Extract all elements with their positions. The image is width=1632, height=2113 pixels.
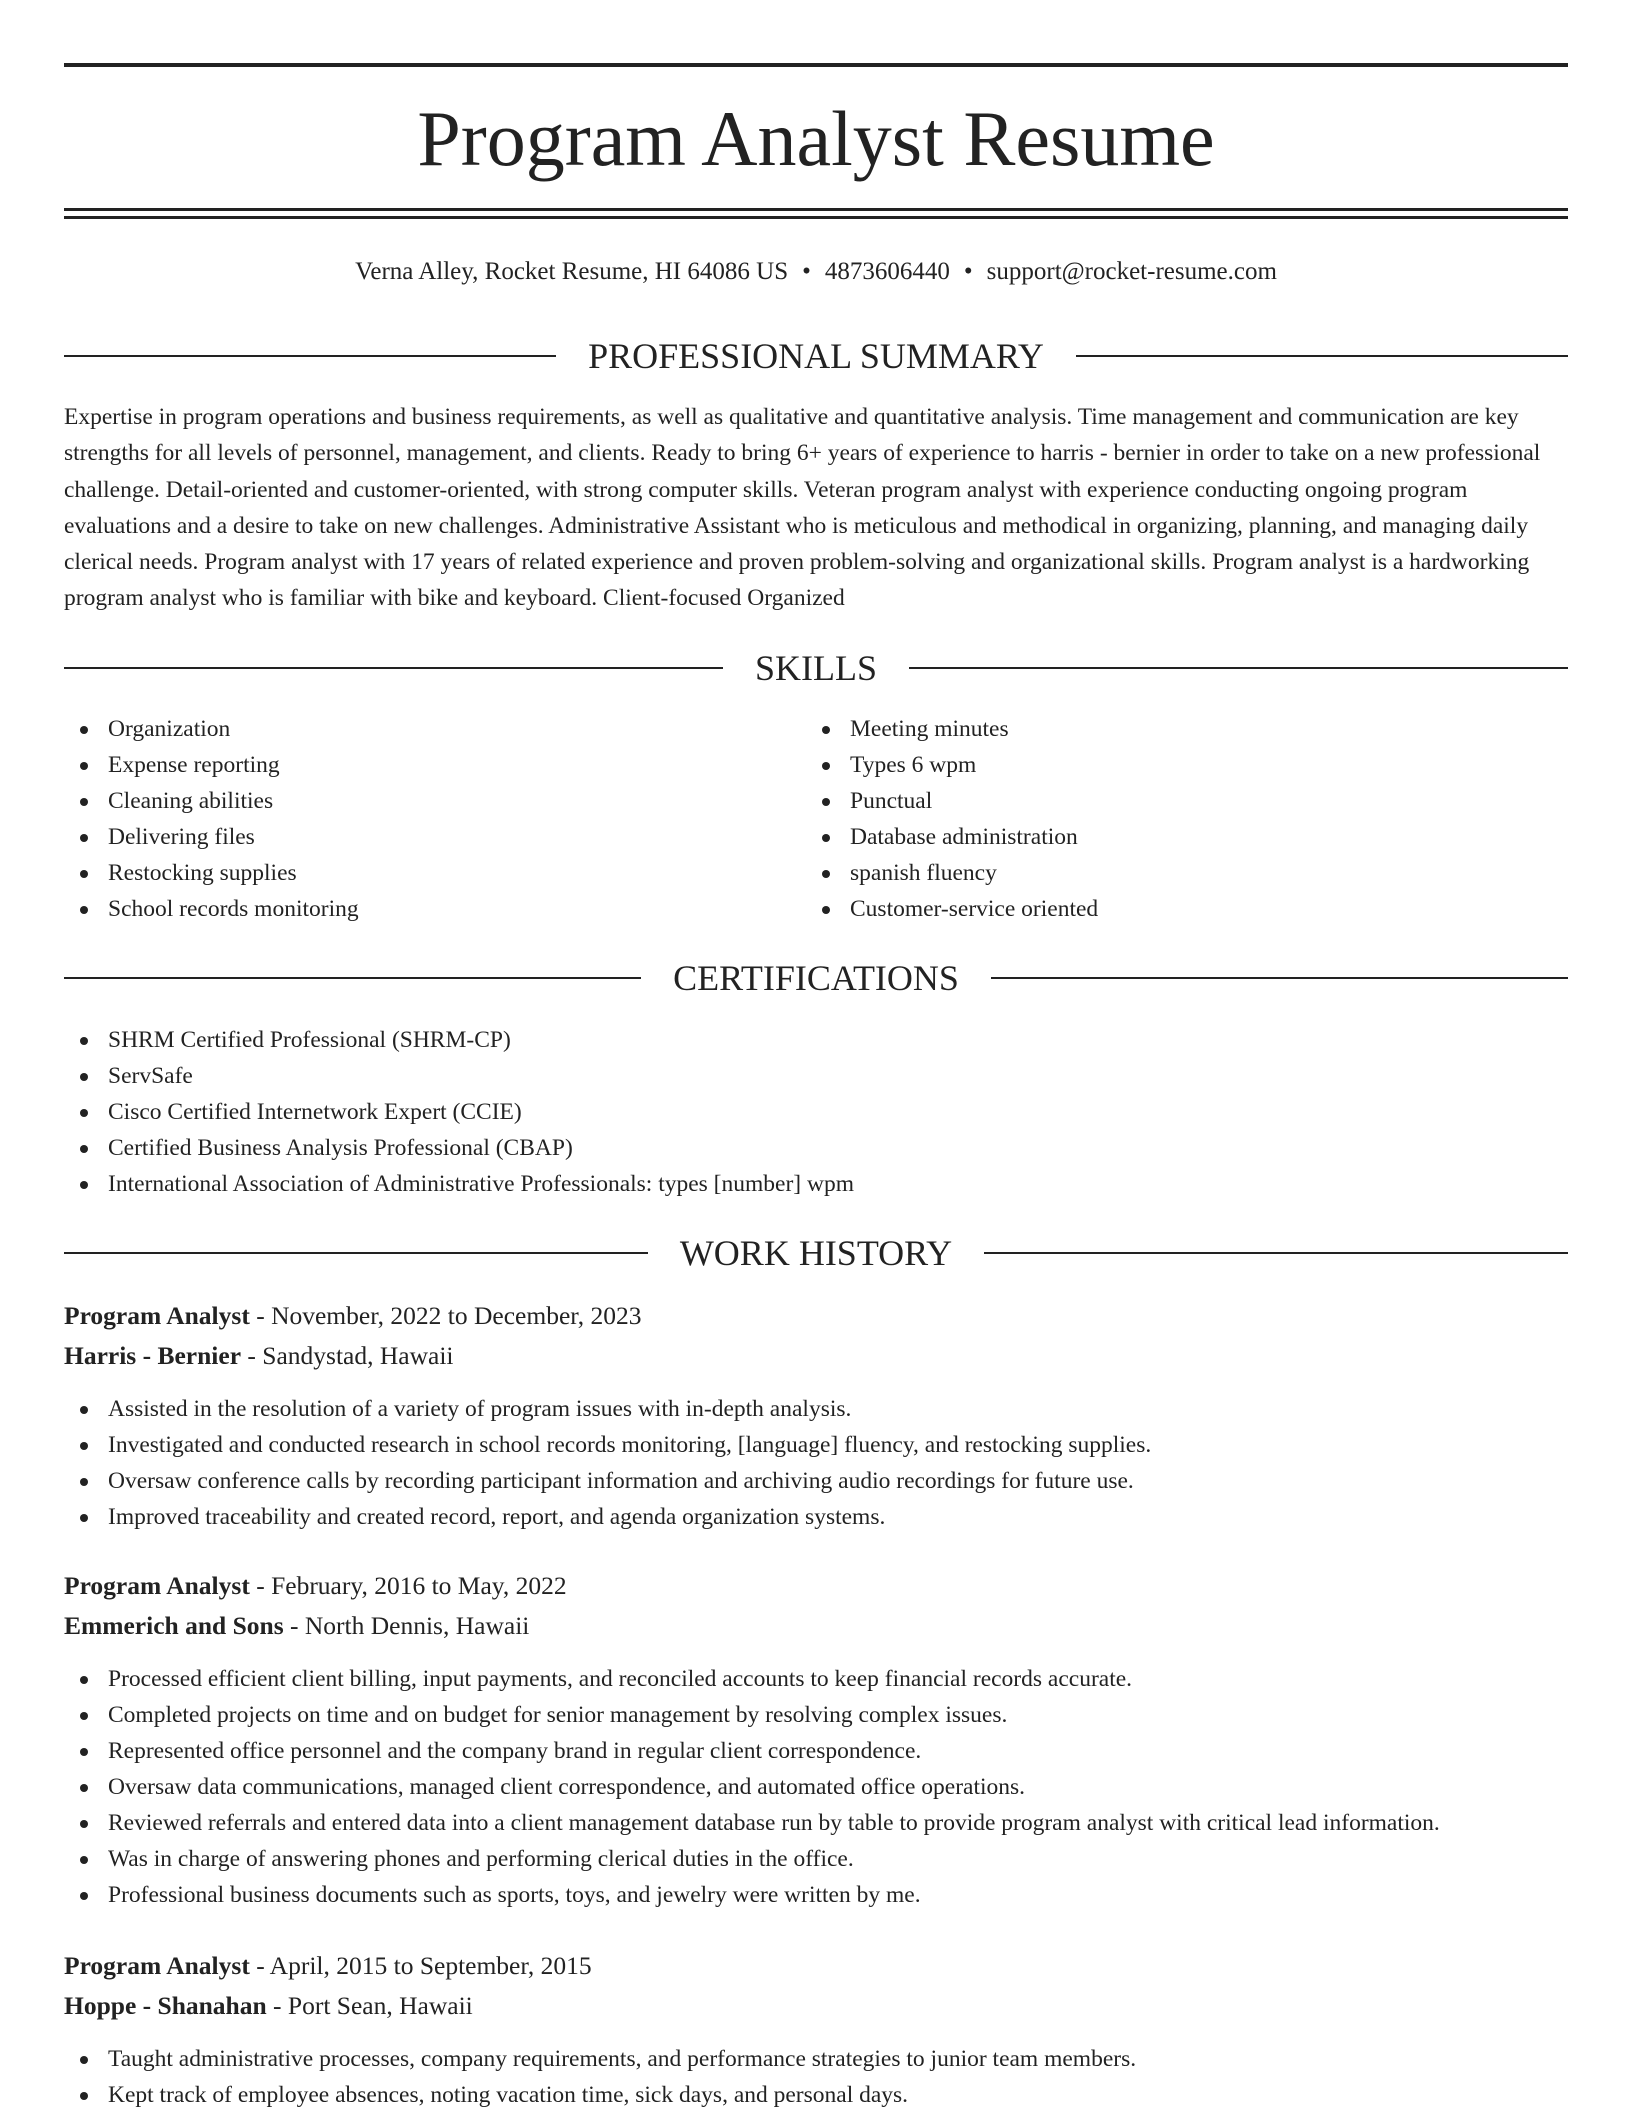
skills-list-right (806, 711, 1098, 927)
section-title-skills: SKILLS (755, 648, 878, 688)
job-company-line (64, 1339, 1568, 1373)
skills-list-left (64, 711, 359, 927)
job-bullet: Was in charge of answering phones and performing clerical duties in the office. (64, 1841, 1440, 1877)
contact-separator: • (963, 258, 973, 285)
job-dates: April, 2015 to September, 2015 (269, 1951, 592, 1980)
job-company: Harris - Bernier (64, 1341, 242, 1370)
job-dates: November, 2022 to December, 2023 (271, 1301, 642, 1330)
job-bullets (64, 2041, 1136, 2113)
section-rule-left (64, 977, 641, 979)
section-rule-right (909, 667, 1568, 669)
job-dates: February, 2016 to May, 2022 (271, 1571, 567, 1600)
section-header-skills (64, 646, 1568, 690)
section-header-work-history (64, 1231, 1568, 1275)
section-title-work-history: WORK HISTORY (679, 1233, 953, 1273)
page-title: Program Analyst Resume (417, 95, 1215, 182)
job-title-line (64, 1569, 1568, 1603)
section-rule-right (991, 977, 1568, 979)
job-bullet: Assisted in the resolution of a variety of program issues with in-depth analysis. (64, 1391, 1151, 1427)
skill-item: Delivering files (64, 819, 359, 855)
skill-item: Customer-service oriented (806, 891, 1098, 927)
skill-item: Types 6 wpm (806, 747, 1098, 783)
top-rule (64, 63, 1568, 67)
skill-item: Restocking supplies (64, 855, 359, 891)
job-dash: - (256, 1301, 265, 1330)
skill-item: Punctual (806, 783, 1098, 819)
job-role: Program Analyst (64, 1571, 250, 1600)
job-role: Program Analyst (64, 1301, 250, 1330)
contact-phone: 4873606440 (824, 258, 950, 285)
section-header-summary (64, 334, 1568, 378)
job-title-line (64, 1299, 1568, 1333)
section-rule-left (64, 667, 723, 669)
section-rule-right (984, 1252, 1568, 1254)
title-rule-upper (64, 208, 1568, 211)
job-location: Port Sean, Hawaii (287, 1991, 473, 2020)
skill-item: Database administration (806, 819, 1098, 855)
job-dash: - (256, 1571, 265, 1600)
certification-item: SHRM Certified Professional (SHRM-CP) (64, 1022, 854, 1058)
section-header-certifications (64, 956, 1568, 1000)
contact-separator: • (802, 258, 811, 285)
certification-item: International Association of Administrative Professionals: types [number] wpm (64, 1166, 854, 1202)
job-dash: - (256, 1951, 265, 1980)
job-title-line (64, 1949, 1568, 1983)
title-rule-lower (64, 216, 1568, 219)
contact-address: Verna Alley, Rocket Resume, HI 64086 US (355, 258, 789, 285)
job-bullet: Professional business documents such as sports, toys, and jewelry were written by me. (64, 1877, 1440, 1913)
job-company: Hoppe - Shanahan (64, 1991, 267, 2020)
certifications-list (64, 1022, 854, 1202)
job-dash: - (273, 1991, 282, 2020)
job-bullet: Processed efficient client billing, input payments, and reconciled accounts to keep financial records accurate. (64, 1661, 1440, 1697)
certification-item: ServSafe (64, 1058, 854, 1094)
contact-email: support@rocket-resume.com (986, 258, 1277, 285)
section-title-summary: PROFESSIONAL SUMMARY (588, 336, 1044, 376)
job-role: Program Analyst (64, 1951, 250, 1980)
job-bullet: Reviewed referrals and entered data into a client management database run by table to provide program analyst with critical lead information. (64, 1805, 1440, 1841)
job-bullet: Taught administrative processes, company requirements, and performance strategies to junior team members. (64, 2041, 1136, 2077)
skill-item: School records monitoring (64, 891, 359, 927)
job-location: North Dennis, Hawaii (304, 1611, 530, 1640)
job-company-line (64, 1989, 1568, 2023)
job-bullet: Improved traceability and created record, report, and agenda organization systems. (64, 1499, 1151, 1535)
skill-item: Organization (64, 711, 359, 747)
skill-item: spanish fluency (806, 855, 1098, 891)
job-bullet: Oversaw conference calls by recording participant information and archiving audio recordings for future use. (64, 1463, 1151, 1499)
section-rule-left (64, 1252, 648, 1254)
job-bullet: Oversaw data communications, managed client correspondence, and automated office operations. (64, 1769, 1440, 1805)
job-bullet: Investigated and conducted research in school records monitoring, [language] fluency, and restocking supplies. (64, 1427, 1151, 1463)
job-dash: - (290, 1611, 299, 1640)
section-rule-left (64, 355, 556, 357)
certification-item: Cisco Certified Internetwork Expert (CCIE) (64, 1094, 854, 1130)
section-title-certifications: CERTIFICATIONS (673, 958, 959, 998)
job-location: Sandystad, Hawaii (262, 1341, 454, 1370)
contact-line (64, 256, 1568, 288)
certification-item: Certified Business Analysis Professional (CBAP) (64, 1130, 854, 1166)
skill-item: Meeting minutes (806, 711, 1098, 747)
summary-paragraph: Expertise in program operations and business requirements, as well as qualitative and quantitative analysis. Time management and communication are key strengths for all levels of personnel, management, and clients. Ready to bring 6+ years of experience to harris - bernier in order to take on a new professional challenge. Detail-oriented and customer-oriented, with strong computer skills. Veteran program analyst with experience conducting ongoing program evaluations and a desire to take on new challenges. Administrative Assistant who is meticulous and methodical in organizing, planning, and managing daily clerical needs. Program analyst with 17 years of related experience and proven problem-solving and organizational skills. Program analyst is a hardworking program analyst who is familiar with bike and keyboard. Client-focused Organized (64, 404, 1541, 612)
skill-item: Expense reporting (64, 747, 359, 783)
job-bullet: Represented office personnel and the company brand in regular client correspondence. (64, 1733, 1440, 1769)
job-dash: - (247, 1341, 256, 1370)
job-bullet: Kept track of employee absences, noting vacation time, sick days, and personal days. (64, 2077, 1136, 2113)
job-bullets (64, 1391, 1151, 1535)
job-company-line (64, 1609, 1568, 1643)
job-company: Emmerich and Sons (64, 1611, 284, 1640)
job-bullets (64, 1661, 1440, 1913)
skill-item: Cleaning abilities (64, 783, 359, 819)
section-rule-right (1076, 355, 1568, 357)
job-bullet: Completed projects on time and on budget for senior management by resolving complex issues. (64, 1697, 1440, 1733)
